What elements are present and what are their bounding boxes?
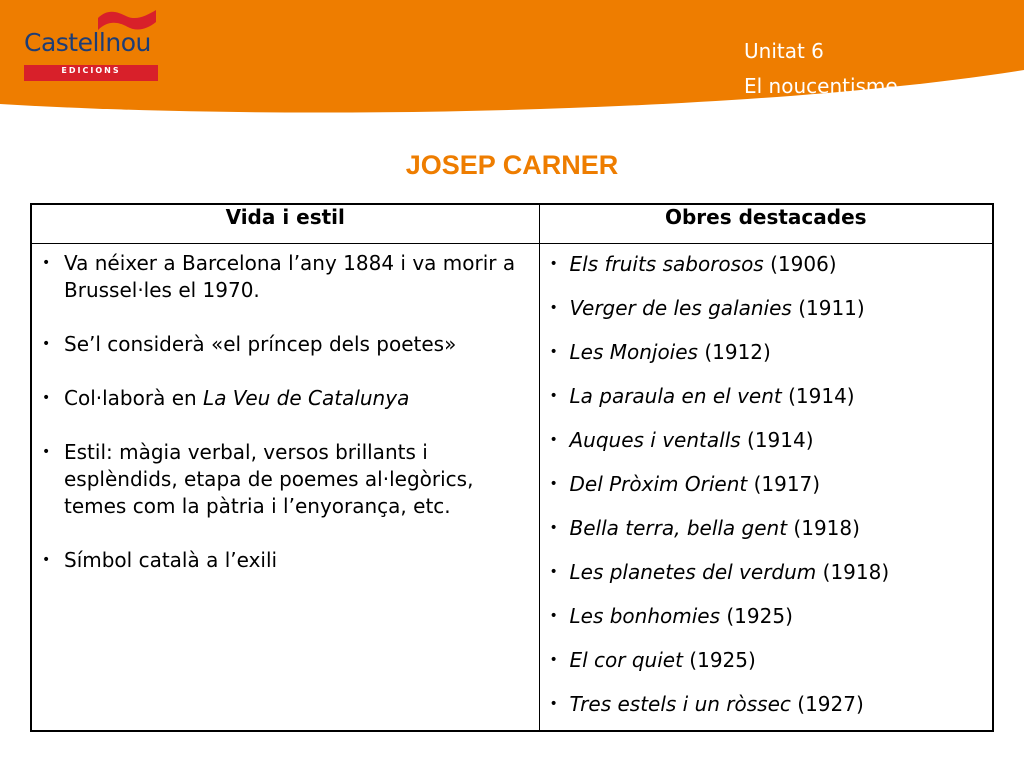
unit-number: Unitat 6 xyxy=(744,39,824,63)
work-item xyxy=(548,426,985,454)
page-title: JOSEP CARNER xyxy=(405,150,619,180)
unit-topic: El noucentisme xyxy=(744,74,898,98)
work-year: (1918) xyxy=(822,560,890,584)
bullet-icon: • xyxy=(549,608,558,624)
logo-brand: Castellnou xyxy=(24,28,151,57)
list-item xyxy=(40,547,531,574)
bullet-icon: • xyxy=(42,255,51,271)
work-year: (1925) xyxy=(726,604,793,628)
work-year: (1917) xyxy=(753,472,821,496)
bullet-icon: • xyxy=(549,432,558,448)
work-title: Verger de les galanies xyxy=(569,296,792,320)
work-item xyxy=(548,250,985,278)
life-text: Col·laborà en xyxy=(64,386,204,410)
work-item xyxy=(548,646,985,674)
newspaper-title: La Veu de Catalunya xyxy=(203,386,410,410)
bullet-icon: • xyxy=(549,344,558,360)
author-table xyxy=(30,203,994,732)
work-title: Tres estels i un ròssec xyxy=(569,692,791,716)
bullet-icon: • xyxy=(549,300,558,316)
work-item xyxy=(548,558,985,586)
work-title: Les planetes del verdum xyxy=(569,560,817,584)
work-year: (1906) xyxy=(770,252,837,276)
bullet-icon: • xyxy=(549,256,558,272)
work-title: El cor quiet xyxy=(569,648,683,672)
work-year: (1912) xyxy=(704,340,771,364)
bullet-icon: • xyxy=(42,390,51,406)
work-year: (1914) xyxy=(788,384,855,408)
logo-subtitle: EDICIONS xyxy=(61,66,121,75)
header-works: Obres destacades xyxy=(539,204,993,244)
life-text: Va néixer a Barcelona l’any 1884 i va morir a Brussel·les el 1970. xyxy=(64,251,516,302)
list-item xyxy=(40,250,531,304)
life-text: Se’l considerà «el príncep dels poetes» xyxy=(64,332,457,356)
bullet-icon: • xyxy=(549,652,558,668)
work-title: Els fruits saborosos xyxy=(569,252,764,276)
table-header-row xyxy=(31,204,993,244)
work-item xyxy=(548,294,985,322)
work-year: (1925) xyxy=(689,648,756,672)
life-cell xyxy=(31,244,539,732)
life-list xyxy=(40,250,531,574)
work-item xyxy=(548,338,985,366)
work-item xyxy=(548,514,985,542)
work-title: Bella terra, bella gent xyxy=(569,516,788,540)
work-year: (1914) xyxy=(747,428,814,452)
header-life: Vida i estil xyxy=(31,204,539,244)
bullet-icon: • xyxy=(42,444,51,460)
work-title: Les Monjoies xyxy=(569,340,698,364)
bullet-icon: • xyxy=(42,336,51,352)
work-item xyxy=(548,470,985,498)
life-text: Estil: màgia verbal, versos brillants i esplèndids, etapa de poemes al·legòrics, temes com la pàtria i l’enyorança, etc. xyxy=(64,440,474,518)
bullet-icon: • xyxy=(549,564,558,580)
works-cell xyxy=(539,244,993,732)
work-item xyxy=(548,690,985,718)
work-title: Del Pròxim Orient xyxy=(569,472,748,496)
work-year: (1918) xyxy=(793,516,860,540)
unit-info xyxy=(744,34,898,104)
work-title: La paraula en el vent xyxy=(569,384,782,408)
list-item xyxy=(40,385,531,412)
work-item xyxy=(548,382,985,410)
work-year: (1911) xyxy=(798,296,865,320)
table-body-row xyxy=(31,244,993,732)
works-list xyxy=(548,250,985,718)
castellnou-logo xyxy=(22,8,162,78)
bullet-icon: • xyxy=(549,520,558,536)
work-year: (1927) xyxy=(797,692,864,716)
work-item xyxy=(548,602,985,630)
bullet-icon: • xyxy=(42,552,51,568)
life-text: Símbol català a l’exili xyxy=(64,548,278,572)
list-item xyxy=(40,331,531,358)
bullet-icon: • xyxy=(549,476,558,492)
work-title: Auques i ventalls xyxy=(569,428,741,452)
work-title: Les bonhomies xyxy=(569,604,721,628)
list-item xyxy=(40,439,531,520)
bullet-icon: • xyxy=(549,388,558,404)
bullet-icon: • xyxy=(549,696,558,712)
